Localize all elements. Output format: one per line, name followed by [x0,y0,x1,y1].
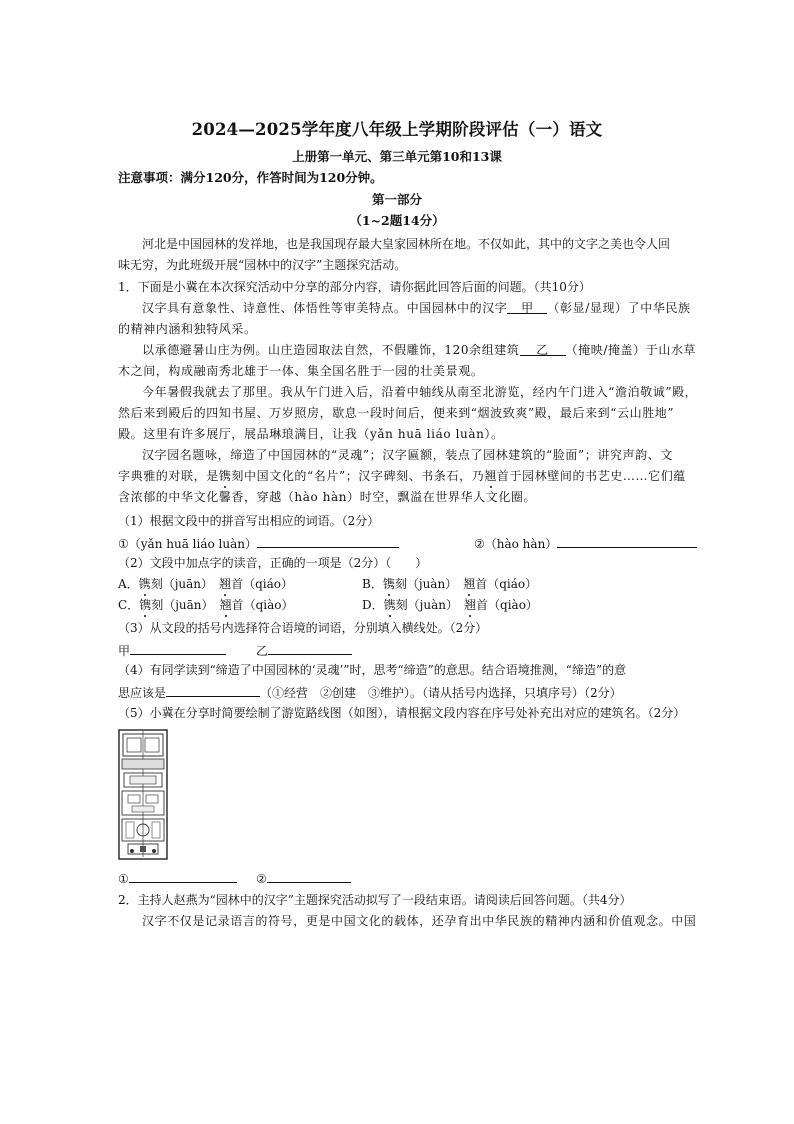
subquestion-3-answer-jia: 甲 [118,641,226,659]
passage-p2-line-1 [142,342,697,358]
map-dot [130,849,134,853]
answer-blank[interactable] [129,869,237,883]
subquestion-5-answer-b: ② [256,869,351,887]
passage-p3-line-3: 殿。这里有许多展厅，展品琳琅满目，让我（yǎn huā liáo luàn）。 [118,427,504,441]
map-gate-door [140,846,146,852]
item-label: ①（yǎn huā liáo luàn） [118,537,257,551]
question-2-passage-line-1: 汉字不仅是记录语言的符号，更是中国文化的载体，还孕育出中华民族的精神内涵和价值观念。中国 [142,914,697,928]
dotted-char-qiao: 翘 [484,469,497,483]
map-dot [152,849,156,853]
passage-text: 以承德避暑山庄为例。山庄造园取法自然，不假雕饰，120余组建筑 [142,343,520,357]
option-c[interactable]: C．镌刻（juān） 翘首（qiào） [118,598,294,612]
passage-text: （掩映/掩盖）于山水草 [565,343,697,357]
answer-blank[interactable] [268,641,352,655]
exam-notice: 注意事项：满分120分，作答时间为120分钟。 [118,170,383,185]
route-map-image [118,729,168,860]
passage-p3-line-1: 今年暑假我就去了那里。我从午门进入后，沿着中轴线从南至北游览，经内午门进入“澹泊敬诚”殿， [142,385,698,399]
item-label: ②（hào hàn） [474,537,558,551]
passage-text: 汉字具有意象性、诗意性、体悟性等审美特点。中国园林中的汉字 [142,301,508,315]
passage-text: （彰显/显现）了中华民族 [547,301,691,315]
option-a[interactable]: A．镌刻（juān） 翘首（qiáo） [118,577,293,591]
answer-blank[interactable] [267,869,351,883]
subquestion-5-stem: （5）小冀在分享时简要绘制了游览路线图（如图），请根据文段内容在序号处补充出对应的建筑名。（2分） [118,706,686,720]
answer-blank[interactable] [166,683,260,697]
answer-blank[interactable] [257,534,399,548]
passage-p4-line-3: 含浓郁的中华文化馨香，穿越（hào hàn）时空，飘溢在世界华人文化圈。 [118,490,537,504]
exam-subtitle: 上册第一单元、第三单元第10和13课 [292,149,502,164]
passage-p2-line-2: 木之间，构成融南秀北雄于一体、集全国名胜于一园的壮美景观。 [118,364,484,378]
passage-p3-line-2: 然后来到殿后的四知书屋、万岁照房，歇息一段时间后，便来到“烟波致爽”殿，最后来到“云山胜地” [118,406,675,420]
blank-yi: 乙 [520,342,566,356]
option-d[interactable]: D．镌刻（juàn） 翘首（qiào） [362,598,538,612]
passage-p4-line-2 [118,468,686,484]
subquestion-3-stem: （3）从文段的括号内选择符合语境的词语，分别填入横线处。（2分） [118,621,488,635]
subquestion-1-item-a [118,534,399,552]
blank-jia: 甲 [507,300,547,314]
passage-text: 字典雅的对联，是 [118,469,219,483]
answer-blank[interactable] [557,534,697,548]
passage-p4-line-1: 汉字园名题咏，缔造了中国园林的“灵魂”；汉字匾额，装点了园林建筑的“脸面”；讲究声韵、文 [142,448,673,462]
subquestion-4-line-2: 思应该是 （①经营 ②创建 ③维护）。（请从括号内选择，只填序号）（2分） [118,683,678,701]
answer-blank[interactable] [130,641,226,655]
exam-title: 2024—2025学年度八年级上学期阶段评估（一）语文 [191,120,603,139]
subquestion-1-stem: （1）根据文段中的拼音写出相应的词语。（2分） [118,514,380,528]
passage-p1-line-2: 的精神内涵和独特风采。 [118,322,257,336]
map-hall [122,759,164,769]
part-range: （1~2题14分） [349,213,445,228]
question-1-stem: 1．下面是小冀在本次探究活动中分享的部分内容，请你据此回答后面的问题。（共10分） [118,280,591,294]
passage-text: 首于园林壁间的书艺史……它们蕴 [496,469,686,483]
subquestion-3-answer-yi: 乙 [256,641,352,659]
map-label-box [130,776,156,784]
dotted-char-juan: 镌 [218,469,232,483]
subquestion-4-line-1: （4）有同学读到“缔造了中国园林的‘灵魂’”时，思考“缔造”的意思。结合语境推测，“缔造”的意 [118,663,627,677]
passage-text: 刻中国文化的“名片”；汉字碑刻、书条石，乃 [231,469,485,483]
intro-line-2: 味无穷，为此班级开展“园林中的汉字”主题探究活动。 [118,258,407,272]
question-2-stem: 2．主持人赵燕为“园林中的汉字”主题探究活动拟写了一段结束语。请阅读后回答问题。（共4分） [118,893,632,907]
part-heading: 第一部分 [371,192,422,207]
subquestion-2-stem: （2）文段中加点字的读音，正确的一项是（2分）（ ） [118,556,428,570]
option-b[interactable]: B．镌刻（juàn） 翘首（qiáo） [362,577,538,591]
map-label-box [132,806,154,812]
intro-line-1: 河北是中国园林的发祥地，也是我国现存最大皇家园林所在地。不仅如此，其中的文字之美也令人回 [142,237,671,251]
passage-p1-line-1 [142,300,691,316]
subquestion-5-answer-a: ① [118,869,237,887]
subquestion-1-item-b [474,534,697,552]
